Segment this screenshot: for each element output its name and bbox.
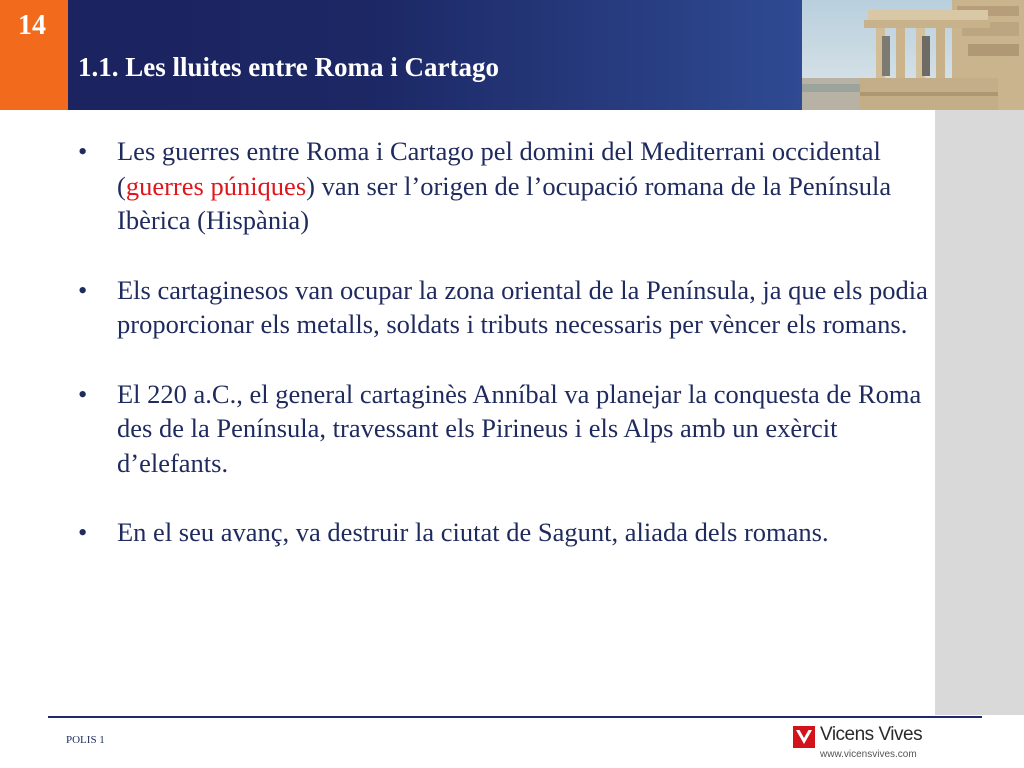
bullet-list xyxy=(78,134,928,585)
logo-url: www.vicensvives.com xyxy=(820,749,917,760)
bullet-marker: • xyxy=(78,517,88,547)
bullet-marker: • xyxy=(78,274,88,305)
vicens-vives-v-logo-icon xyxy=(793,726,815,748)
bullet-text: Els cartaginesos van ocupar la zona oriental de la Península, ja que els podia proporcionar els metalls, soldats i tributs necessaris per vèncer els romans. xyxy=(117,274,928,339)
footer-divider xyxy=(48,716,982,718)
bullet-text-end: ) van ser l’origen de l’ocupació romana de la Península Ibèrica (Hispània) xyxy=(117,170,892,235)
bullet-text: En el seu avanç, va destruir la ciutat de Sagunt, aliada dels romans. xyxy=(117,517,829,547)
bullet-item xyxy=(78,273,928,342)
bullet-item xyxy=(78,134,928,238)
bullet-highlight: guerres púniques xyxy=(125,170,307,201)
bullet-text: El 220 a.C., el general cartaginès Anníbal va planejar la conquesta de Roma des de la Península, travessant els Pirineus i els Alps amb un exèrcit d’elefants. xyxy=(117,378,922,478)
slide-number-box xyxy=(0,0,68,110)
title-bar xyxy=(68,0,802,110)
bullet-marker: • xyxy=(78,378,88,409)
side-strip xyxy=(935,110,1024,715)
caryatid-temple-photo xyxy=(802,0,1024,110)
bullet-item xyxy=(78,377,928,481)
publisher-logo[interactable] xyxy=(793,724,933,764)
slide-number: 14 xyxy=(18,10,46,41)
bullet-marker: • xyxy=(78,136,88,166)
bullet-item xyxy=(78,515,928,550)
slide-title: 1.1. Les lluites entre Roma i Cartago xyxy=(78,52,499,82)
logo-name: Vicens Vives xyxy=(820,724,923,745)
footer-label: POLIS 1 xyxy=(66,734,105,746)
bullet-text-start: Les guerres entre Roma i Cartago pel domini del Mediterrani occidental ( xyxy=(117,136,881,201)
